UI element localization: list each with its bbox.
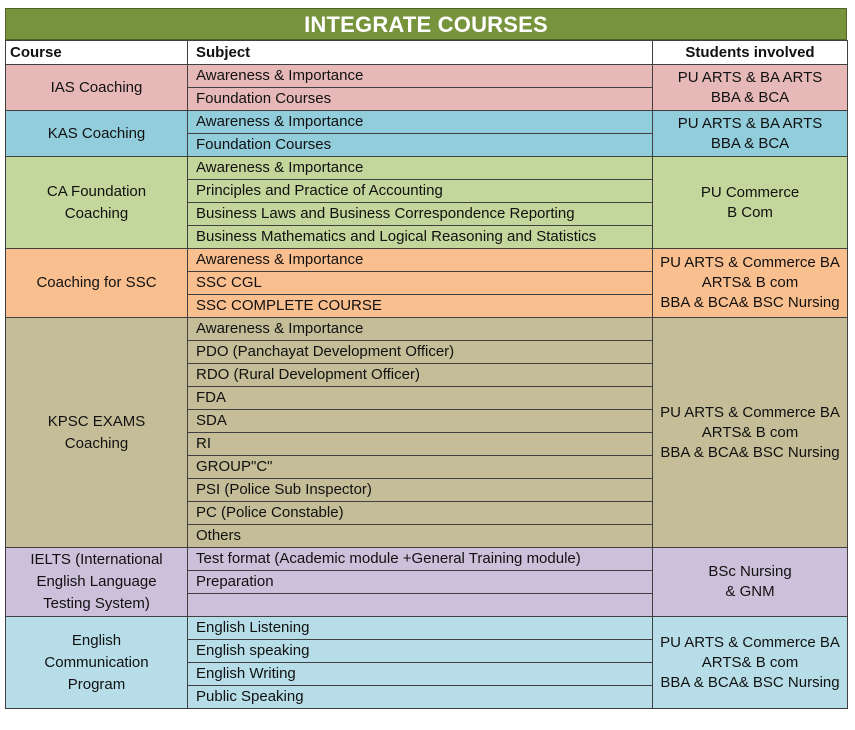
subject-cell: PSI (Police Sub Inspector)	[188, 479, 653, 502]
subject-cell: FDA	[188, 387, 653, 410]
subject-cell: English speaking	[188, 640, 653, 663]
subject-cell: Principles and Practice of Accounting	[188, 180, 653, 203]
students-line: PU ARTS & BA ARTS	[677, 114, 823, 132]
course-name-line: KPSC EXAMS	[47, 412, 146, 430]
subject-cell: Awareness & Importance	[188, 111, 653, 134]
students-line: PU Commerce	[700, 183, 800, 201]
header-students: Students involved	[653, 41, 848, 65]
courses-sheet	[5, 8, 847, 721]
course-name-line: Coaching	[64, 434, 129, 452]
subject-cell: Public Speaking	[188, 686, 653, 709]
subject-cell: RI	[188, 433, 653, 456]
table-row	[6, 157, 848, 180]
subject-cell: Business Mathematics and Logical Reasoning and Statistics	[188, 226, 653, 249]
students-line: ARTS& B com	[701, 653, 799, 671]
students-cell	[653, 249, 848, 318]
course-cell	[6, 249, 188, 318]
subject-cell: Foundation Courses	[188, 134, 653, 157]
subject-cell	[188, 594, 653, 617]
course-name-line: English Language	[36, 573, 157, 590]
students-line: BBA & BCA& BSC Nursing	[660, 294, 840, 311]
students-cell	[653, 157, 848, 249]
subject-cell: SSC COMPLETE COURSE	[188, 295, 653, 318]
table-row	[6, 111, 848, 134]
subject-cell: Awareness & Importance	[188, 157, 653, 180]
course-name-line: KAS Coaching	[47, 124, 146, 142]
subject-cell: Test format (Academic module +General Training module)	[188, 548, 653, 571]
courses-body	[6, 65, 848, 709]
course-name-line: CA Foundation	[46, 182, 147, 200]
students-line: PU ARTS & Commerce BA	[660, 403, 840, 421]
course-cell	[6, 111, 188, 157]
students-line: BBA & BCA	[710, 134, 790, 152]
students-cell	[653, 548, 848, 617]
subject-cell: Preparation	[188, 571, 653, 594]
students-line: PU ARTS & BA ARTS	[677, 68, 823, 86]
students-cell	[653, 65, 848, 111]
course-name-line: Coaching for SSC	[36, 274, 157, 291]
table-row	[6, 65, 848, 88]
students-line: & GNM	[725, 583, 775, 600]
students-line: BSc Nursing	[708, 563, 792, 580]
subject-cell: Awareness & Importance	[188, 249, 653, 272]
course-name-line: Communication	[44, 653, 149, 671]
subject-cell: RDO (Rural Development Officer)	[188, 364, 653, 387]
course-cell	[6, 617, 188, 709]
students-line: BBA & BCA& BSC Nursing	[660, 673, 840, 691]
table-row	[6, 548, 848, 571]
students-cell	[653, 617, 848, 709]
students-line: ARTS& B com	[701, 274, 799, 291]
subject-cell: Awareness & Importance	[188, 318, 653, 341]
header-row	[6, 41, 848, 65]
course-name-line: Program	[67, 675, 126, 693]
subject-cell: Others	[188, 525, 653, 548]
course-name-line: English	[71, 631, 122, 649]
course-cell	[6, 548, 188, 617]
course-name-line: Testing System)	[43, 595, 150, 612]
header-course: Course	[6, 41, 188, 65]
subject-cell: PC (Police Constable)	[188, 502, 653, 525]
students-line: BBA & BCA& BSC Nursing	[660, 443, 840, 461]
subject-cell: SDA	[188, 410, 653, 433]
students-line: B Com	[727, 203, 773, 221]
subject-cell: Business Laws and Business Correspondence Reporting	[188, 203, 653, 226]
students-line: ARTS& B com	[701, 423, 799, 441]
subject-cell: PDO (Panchayat Development Officer)	[188, 341, 653, 364]
subject-cell: GROUP"C"	[188, 456, 653, 479]
students-line: PU ARTS & Commerce BA	[660, 254, 840, 271]
course-cell	[6, 65, 188, 111]
students-line: PU ARTS & Commerce BA	[660, 633, 840, 651]
sheet-title: INTEGRATE COURSES	[5, 8, 847, 40]
subject-cell: SSC CGL	[188, 272, 653, 295]
course-cell	[6, 318, 188, 548]
header-subject: Subject	[188, 41, 653, 65]
table-row	[6, 249, 848, 272]
course-name-line: Coaching	[64, 204, 129, 222]
subject-cell: Awareness & Importance	[188, 65, 653, 88]
subject-cell: English Writing	[188, 663, 653, 686]
table-row	[6, 617, 848, 640]
course-name-line: IELTS (International	[30, 551, 163, 568]
table-row	[6, 318, 848, 341]
subject-cell: English Listening	[188, 617, 653, 640]
courses-table	[5, 40, 848, 709]
students-cell	[653, 318, 848, 548]
course-cell	[6, 157, 188, 249]
course-name-line: IAS Coaching	[50, 78, 143, 96]
subject-cell: Foundation Courses	[188, 88, 653, 111]
students-line: BBA & BCA	[710, 88, 790, 106]
students-cell	[653, 111, 848, 157]
